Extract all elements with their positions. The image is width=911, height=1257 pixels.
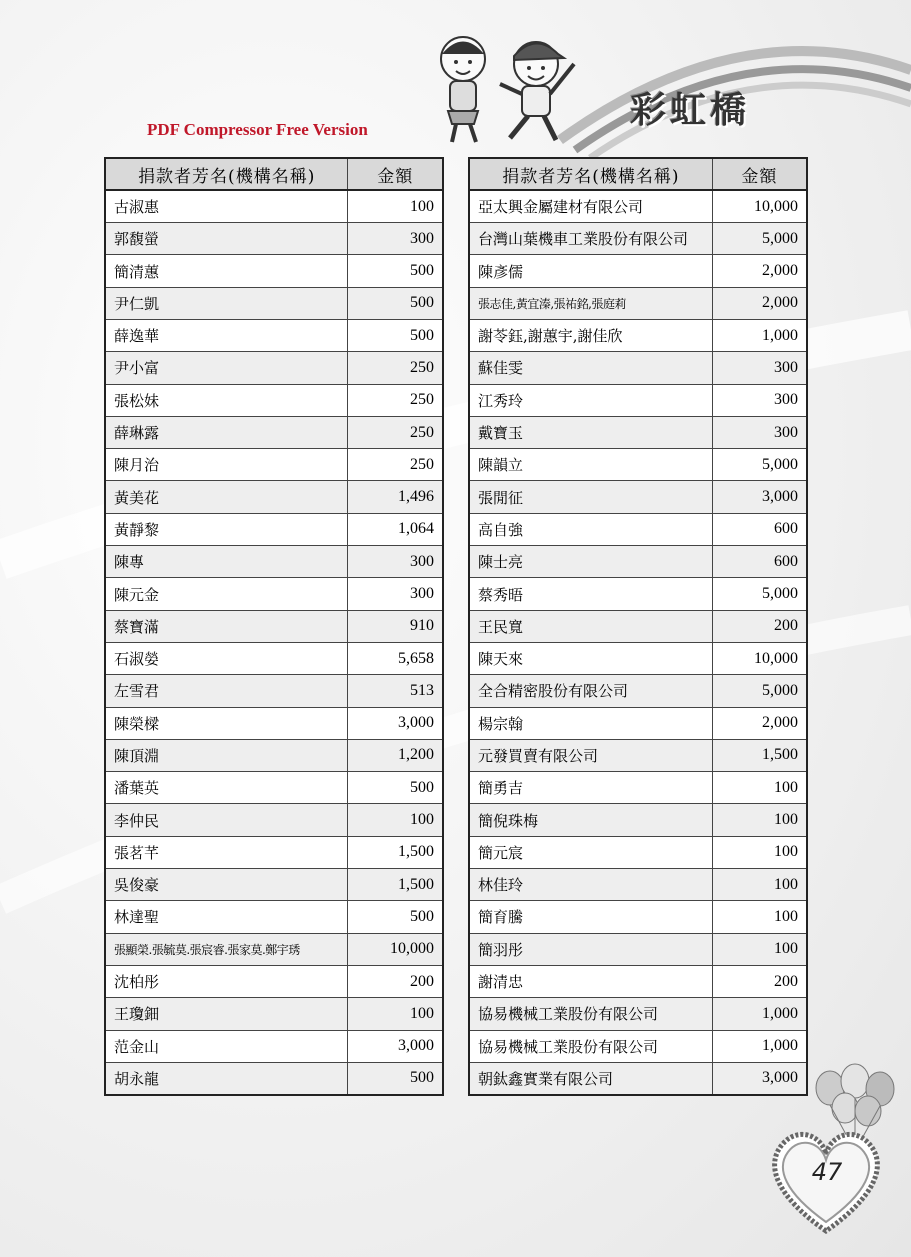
- donor-name: 陳頂淵: [105, 739, 348, 771]
- donation-amount: 3,000: [712, 481, 807, 513]
- table-row: [105, 739, 443, 771]
- donation-amount: 100: [348, 998, 443, 1030]
- table-row: [105, 675, 443, 707]
- donor-name: 王瓊鈿: [105, 998, 348, 1030]
- donation-amount: 250: [348, 449, 443, 481]
- donation-amount: 200: [712, 965, 807, 997]
- donor-name: 尹仁凱: [105, 287, 348, 319]
- table-row: [105, 352, 443, 384]
- donor-name: 陳榮樑: [105, 707, 348, 739]
- donation-amount: 10,000: [712, 642, 807, 674]
- donor-name: 陳元金: [105, 578, 348, 610]
- table-row: [105, 223, 443, 255]
- donor-name: 蘇佳雯: [469, 352, 712, 384]
- donor-name: 亞太興金屬建材有限公司: [469, 190, 712, 222]
- donor-name: 簡育騰: [469, 901, 712, 933]
- donation-amount: 2,000: [712, 707, 807, 739]
- donor-name: 張顯榮.張毓莫.張宸睿.張家莫.鄭宇琇: [105, 933, 348, 965]
- donor-name: 薛逸華: [105, 319, 348, 351]
- table-row: [105, 513, 443, 545]
- donor-name: 蔡寶滿: [105, 610, 348, 642]
- donation-amount: 100: [712, 772, 807, 804]
- table-row: [469, 255, 807, 287]
- donor-name: 黃美花: [105, 481, 348, 513]
- donation-amount: 100: [348, 804, 443, 836]
- donor-name: 陳天來: [469, 642, 712, 674]
- donation-amount: 1,000: [712, 1030, 807, 1062]
- table-row: [105, 642, 443, 674]
- donation-amount: 1,064: [348, 513, 443, 545]
- table-row: [105, 546, 443, 578]
- donor-name: 全合精密股份有限公司: [469, 675, 712, 707]
- donation-amount: 300: [348, 578, 443, 610]
- donor-name: 范金山: [105, 1030, 348, 1062]
- table-row: [105, 901, 443, 933]
- header-amount: 金額: [348, 158, 443, 190]
- donation-amount: 5,000: [712, 578, 807, 610]
- donor-name: 台灣山葉機車工業股份有限公司: [469, 223, 712, 255]
- table-row: [105, 384, 443, 416]
- donor-name: 郭馥螢: [105, 223, 348, 255]
- donation-amount: 500: [348, 255, 443, 287]
- table-row: [105, 449, 443, 481]
- table-row: [105, 933, 443, 965]
- table-row: [469, 901, 807, 933]
- donation-amount: 300: [712, 384, 807, 416]
- donation-amount: 300: [348, 546, 443, 578]
- table-row: [469, 869, 807, 901]
- donation-amount: 5,000: [712, 223, 807, 255]
- donation-amount: 513: [348, 675, 443, 707]
- table-row: [469, 190, 807, 222]
- donation-amount: 1,500: [348, 869, 443, 901]
- table-row: [105, 836, 443, 868]
- table-row: [105, 610, 443, 642]
- donation-amount: 100: [712, 836, 807, 868]
- donor-name: 楊宗翰: [469, 707, 712, 739]
- donor-name: 江秀玲: [469, 384, 712, 416]
- table-row: [469, 1030, 807, 1062]
- table-row: [105, 287, 443, 319]
- donor-name: 左雪君: [105, 675, 348, 707]
- donation-amount: 3,000: [348, 1030, 443, 1062]
- table-row: [469, 449, 807, 481]
- table-row: [469, 610, 807, 642]
- donor-name: 謝清忠: [469, 965, 712, 997]
- donation-amount: 300: [712, 352, 807, 384]
- donor-name: 謝苓鈺,謝蕙宇,謝佳欣: [469, 319, 712, 351]
- donor-name: 沈柏彤: [105, 965, 348, 997]
- donation-amount: 600: [712, 513, 807, 545]
- donor-name: 朝鈦鑫實業有限公司: [469, 1062, 712, 1094]
- table-row: [105, 772, 443, 804]
- donation-amount: 1,500: [348, 836, 443, 868]
- donor-name: 胡永龍: [105, 1062, 348, 1094]
- donor-name: 戴寶玉: [469, 416, 712, 448]
- donor-name: 石淑嫈: [105, 642, 348, 674]
- table-row: [469, 642, 807, 674]
- brand-title: 彩虹橋: [630, 90, 751, 131]
- donation-amount: 300: [348, 223, 443, 255]
- table-row: [469, 836, 807, 868]
- table-row: [105, 869, 443, 901]
- donation-amount: 3,000: [712, 1062, 807, 1094]
- donor-name: 張志佳,黃宜溱,張祐銘,張庭莉: [469, 287, 712, 319]
- donation-amount: 300: [712, 416, 807, 448]
- page-number: 47: [811, 1158, 843, 1186]
- donation-amount: 2,000: [712, 287, 807, 319]
- table-row: [105, 481, 443, 513]
- donor-name: 張松妹: [105, 384, 348, 416]
- donor-name: 林佳玲: [469, 869, 712, 901]
- donor-name: 陳專: [105, 546, 348, 578]
- table-row: [469, 513, 807, 545]
- donation-amount: 100: [712, 869, 807, 901]
- header-donor-name: 捐款者芳名(機構名稱): [105, 158, 348, 190]
- donation-amount: 500: [348, 772, 443, 804]
- donor-name: 黃靜黎: [105, 513, 348, 545]
- table-row: [105, 190, 443, 222]
- table-row: [105, 319, 443, 351]
- table-row: [469, 287, 807, 319]
- donor-name: 協易機械工業股份有限公司: [469, 998, 712, 1030]
- donor-name: 尹小富: [105, 352, 348, 384]
- donation-amount: 1,000: [712, 319, 807, 351]
- table-row: [469, 675, 807, 707]
- donor-name: 古淑惠: [105, 190, 348, 222]
- table-row: [105, 578, 443, 610]
- donation-amount: 250: [348, 416, 443, 448]
- donation-amount: 250: [348, 384, 443, 416]
- table-row: [105, 255, 443, 287]
- table-row: [105, 965, 443, 997]
- donor-name: 張茗芊: [105, 836, 348, 868]
- table-row: [469, 1062, 807, 1094]
- donor-name: 蔡秀晤: [469, 578, 712, 610]
- donation-amount: 600: [712, 546, 807, 578]
- table-row: [469, 998, 807, 1030]
- children-running-illustration: [418, 24, 588, 149]
- donation-amount: 250: [348, 352, 443, 384]
- table-header-row: [469, 158, 807, 190]
- table-row: [105, 1030, 443, 1062]
- header-donor-name: 捐款者芳名(機構名稱): [469, 158, 712, 190]
- table-row: [105, 998, 443, 1030]
- table-row: [469, 319, 807, 351]
- donation-amount: 100: [712, 901, 807, 933]
- donation-amount: 500: [348, 901, 443, 933]
- donation-amount: 10,000: [712, 190, 807, 222]
- table-row: [469, 481, 807, 513]
- donation-amount: 5,000: [712, 675, 807, 707]
- donation-amount: 1,500: [712, 739, 807, 771]
- donation-amount: 500: [348, 319, 443, 351]
- donation-amount: 910: [348, 610, 443, 642]
- table-row: [105, 804, 443, 836]
- donor-name: 陳韻立: [469, 449, 712, 481]
- donor-name: 簡元宸: [469, 836, 712, 868]
- donor-name: 王民寬: [469, 610, 712, 642]
- donor-name: 簡清蕙: [105, 255, 348, 287]
- table-row: [105, 1062, 443, 1094]
- table-row: [469, 933, 807, 965]
- donor-name: 薛琳露: [105, 416, 348, 448]
- donor-name: 吳俊豪: [105, 869, 348, 901]
- table-header-row: [105, 158, 443, 190]
- header-amount: 金額: [712, 158, 807, 190]
- donor-table-left: [104, 157, 444, 1096]
- table-row: [469, 965, 807, 997]
- donor-name: 林達聖: [105, 901, 348, 933]
- donor-name: 陳彥儒: [469, 255, 712, 287]
- donation-amount: 200: [348, 965, 443, 997]
- table-row: [105, 416, 443, 448]
- donor-table-right: [468, 157, 808, 1096]
- donor-name: 陳月治: [105, 449, 348, 481]
- donor-name: 簡羽彤: [469, 933, 712, 965]
- donor-name: 張閒征: [469, 481, 712, 513]
- donor-name: 簡倪珠梅: [469, 804, 712, 836]
- donor-name: 李仲民: [105, 804, 348, 836]
- donor-name: 元發買賣有限公司: [469, 739, 712, 771]
- donation-amount: 100: [348, 190, 443, 222]
- donor-name: 高自強: [469, 513, 712, 545]
- table-row: [469, 578, 807, 610]
- donation-amount: 1,000: [712, 998, 807, 1030]
- donor-name: 簡勇吉: [469, 772, 712, 804]
- donation-amount: 200: [712, 610, 807, 642]
- table-row: [469, 384, 807, 416]
- table-row: [105, 707, 443, 739]
- table-row: [469, 223, 807, 255]
- table-row: [469, 739, 807, 771]
- table-row: [469, 772, 807, 804]
- table-row: [469, 416, 807, 448]
- donation-amount: 500: [348, 287, 443, 319]
- donation-amount: 500: [348, 1062, 443, 1094]
- pdf-compressor-watermark: PDF Compressor Free Version: [147, 120, 368, 139]
- donor-name: 陳士亮: [469, 546, 712, 578]
- donation-amount: 1,496: [348, 481, 443, 513]
- donation-amount: 100: [712, 804, 807, 836]
- donation-amount: 5,000: [712, 449, 807, 481]
- table-row: [469, 546, 807, 578]
- table-row: [469, 707, 807, 739]
- table-row: [469, 804, 807, 836]
- table-row: [469, 352, 807, 384]
- donation-amount: 100: [712, 933, 807, 965]
- donor-name: 協易機械工業股份有限公司: [469, 1030, 712, 1062]
- donor-name: 潘葉英: [105, 772, 348, 804]
- donation-amount: 3,000: [348, 707, 443, 739]
- donation-amount: 10,000: [348, 933, 443, 965]
- donation-amount: 5,658: [348, 642, 443, 674]
- donation-amount: 2,000: [712, 255, 807, 287]
- donation-amount: 1,200: [348, 739, 443, 771]
